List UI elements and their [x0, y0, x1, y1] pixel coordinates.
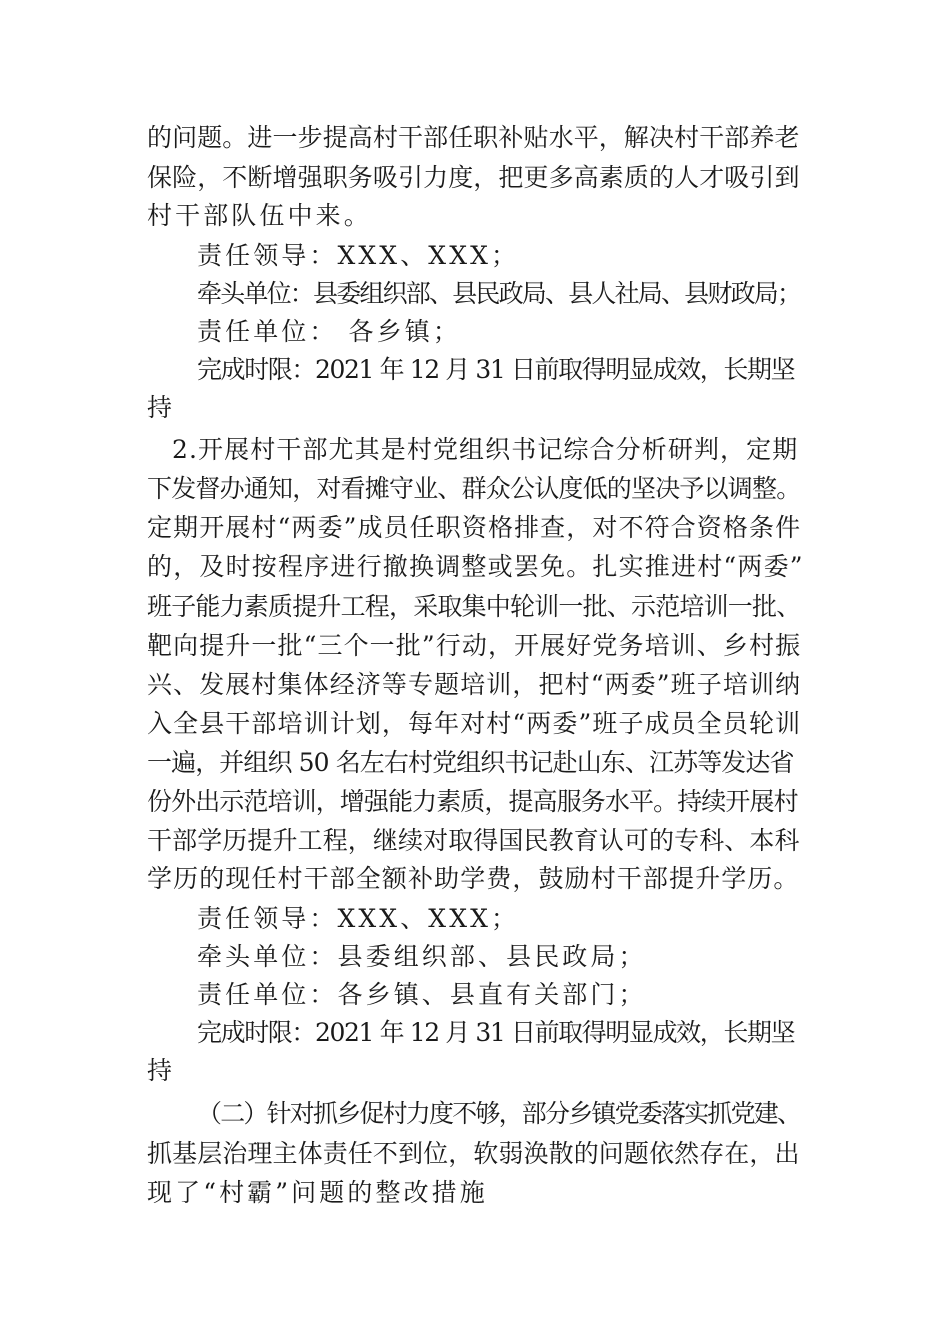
- text-line: 入全县干部培训计划，每年对村“两委”班子成员全员轮训: [147, 709, 802, 738]
- section-heading-line: 现了“村霸”问题的整改措施: [147, 1178, 488, 1207]
- text-line: 学历的现任村干部全额补助学费，鼓励村干部提升学历。: [147, 864, 800, 893]
- text-line: 干部学历提升工程，继续对取得国民教育认可的专科、本科: [147, 826, 800, 855]
- responsible-unit-line: 责任单位：各乡镇、县直有关部门；: [197, 980, 647, 1009]
- text-line: 的问题。进一步提高村干部任职补贴水平，解决村干部养老: [147, 123, 800, 152]
- text-line: 保险，不断增强职务吸引力度，把更多高素质的人才吸引到: [147, 163, 800, 192]
- text-line: 份外出示范培训，增强能力素质，提高服务水平。持续开展村: [147, 787, 798, 816]
- responsible-leader-line: 责任领导：XXX、XXX；: [197, 904, 520, 933]
- text-line: 村干部队伍中来。: [147, 201, 372, 230]
- deadline-line: 完成时限：2021 年 12 月 31 日前取得明显成效，长期坚: [197, 1018, 795, 1047]
- deadline-line: 完成时限：2021 年 12 月 31 日前取得明显成效，长期坚: [197, 355, 795, 384]
- section-heading-line: （二）针对抓乡促村力度不够，部分乡镇党委落实抓党建、: [197, 1099, 801, 1128]
- item-heading-line: 2.开展村干部尤其是村党组织书记综合分析研判，定期: [172, 435, 799, 464]
- lead-unit-line: 牵头单位：县委组织部、县民政局、县人社局、县财政局；: [197, 279, 801, 308]
- text-line: 下发督办通知，对看摊守业、群众公认度低的坚决予以调整。: [147, 474, 801, 503]
- text-line: 定期开展村“两委”成员任职资格排查，对不符合资格条件: [147, 513, 802, 542]
- text-line: 持: [147, 1056, 176, 1085]
- section-heading-line: 抓基层治理主体责任不到位，软弱涣散的问题依然存在，出: [147, 1139, 800, 1168]
- responsible-unit-line: 责任单位： 各乡镇；: [197, 317, 461, 346]
- lead-unit-line: 牵头单位：县委组织部、县民政局；: [197, 942, 647, 971]
- text-line: 兴、发展村集体经济等专题培训，把村“两委”班子培训纳: [147, 670, 802, 699]
- text-line: 持: [147, 393, 176, 422]
- text-line: 班子能力素质提升工程，采取集中轮训一批、示范培训一批、: [147, 592, 801, 621]
- text-line: 的，及时按程序进行撤换调整或罢免。扎实推进村“两委”: [147, 552, 804, 581]
- responsible-leader-line: 责任领导：XXX、XXX；: [197, 241, 520, 270]
- text-line: 一遍，并组织 50 名左右村党组织书记赴山东、江苏等发达省: [147, 748, 794, 777]
- text-line: 靶向提升一批“三个一批”行动，开展好党务培训、乡村振: [147, 631, 802, 660]
